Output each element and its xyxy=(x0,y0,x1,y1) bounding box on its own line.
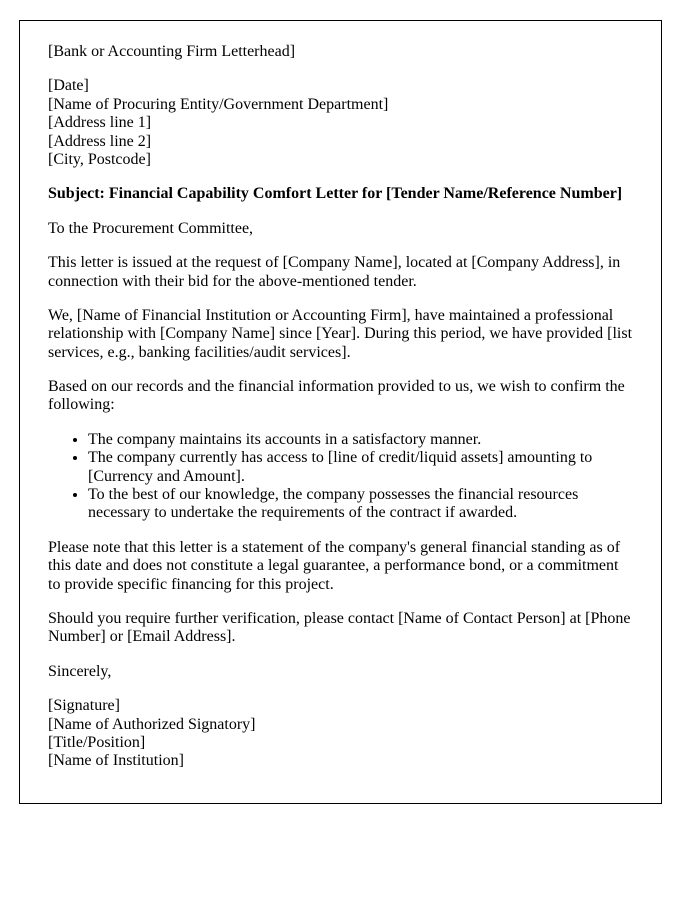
closing-paragraph-disclaimer: Please note that this letter is a statement of the company's general financial standing as of this date and does not constitute a legal guarantee, a performance bond, or a commitment to provide specific financing for this project. xyxy=(48,538,621,593)
signoff: Sincerely, xyxy=(48,662,112,680)
title-position-placeholder: [Title/Position] xyxy=(48,733,146,751)
body-paragraph-confirm-intro: Based on our records and the financial information provided to us, we wish to confirm the following: xyxy=(48,378,625,414)
bullet-financial-resources: • To the best of our knowledge, the company possesses the financial resources necessary to undertake the requirements of the contract if awarded. xyxy=(88,486,633,523)
signature-placeholder: [Signature] xyxy=(48,697,120,715)
letterhead-placeholder: [Bank or Accounting Firm Letterhead] xyxy=(48,43,296,60)
signatory-name-placeholder: [Name of Authorized Signatory] xyxy=(48,715,256,733)
recipient-name-placeholder: [Name of Procuring Entity/Government Department] xyxy=(48,95,389,113)
closing-paragraph-contact: Should you require further verification, please contact [Name of Contact Person] at [Phone Number] or [Email Address]. xyxy=(48,609,631,646)
body-paragraph-request: This letter is issued at the request of [Company Name], located at [Company Address], in connection with their bid for the above-mentioned tender. xyxy=(48,254,621,290)
address-line-2-placeholder: [Address line 2] xyxy=(48,132,152,150)
confirmation-bullet-list xyxy=(48,431,633,523)
institution-name-placeholder: [Name of Institution] xyxy=(48,752,184,770)
bullet-accounts-satisfactory: • The company maintains its accounts in a satisfactory manner. xyxy=(88,431,633,449)
date-placeholder: [Date] xyxy=(48,77,89,95)
body-paragraph-relationship: We, [Name of Financial Institution or Accounting Firm], have maintained a professional relationship with [Company Name] since [Year]. During this period, we have provided [list services, e.g., banking facilities/audit services]. xyxy=(48,306,633,361)
address-line-1-placeholder: [Address line 1] xyxy=(48,114,152,132)
letter-page xyxy=(19,20,662,804)
subject-line: Subject: Financial Capability Comfort Letter for [Tender Name/Reference Number] xyxy=(48,185,623,203)
salutation: To the Procurement Committee, xyxy=(48,219,254,237)
recipient-address-block xyxy=(48,77,633,169)
bullet-credit-access: • The company currently has access to [line of credit/liquid assets] amounting to [Currency and Amount]. xyxy=(88,449,633,486)
signature-block xyxy=(48,697,633,771)
city-postcode-placeholder: [City, Postcode] xyxy=(48,150,151,168)
